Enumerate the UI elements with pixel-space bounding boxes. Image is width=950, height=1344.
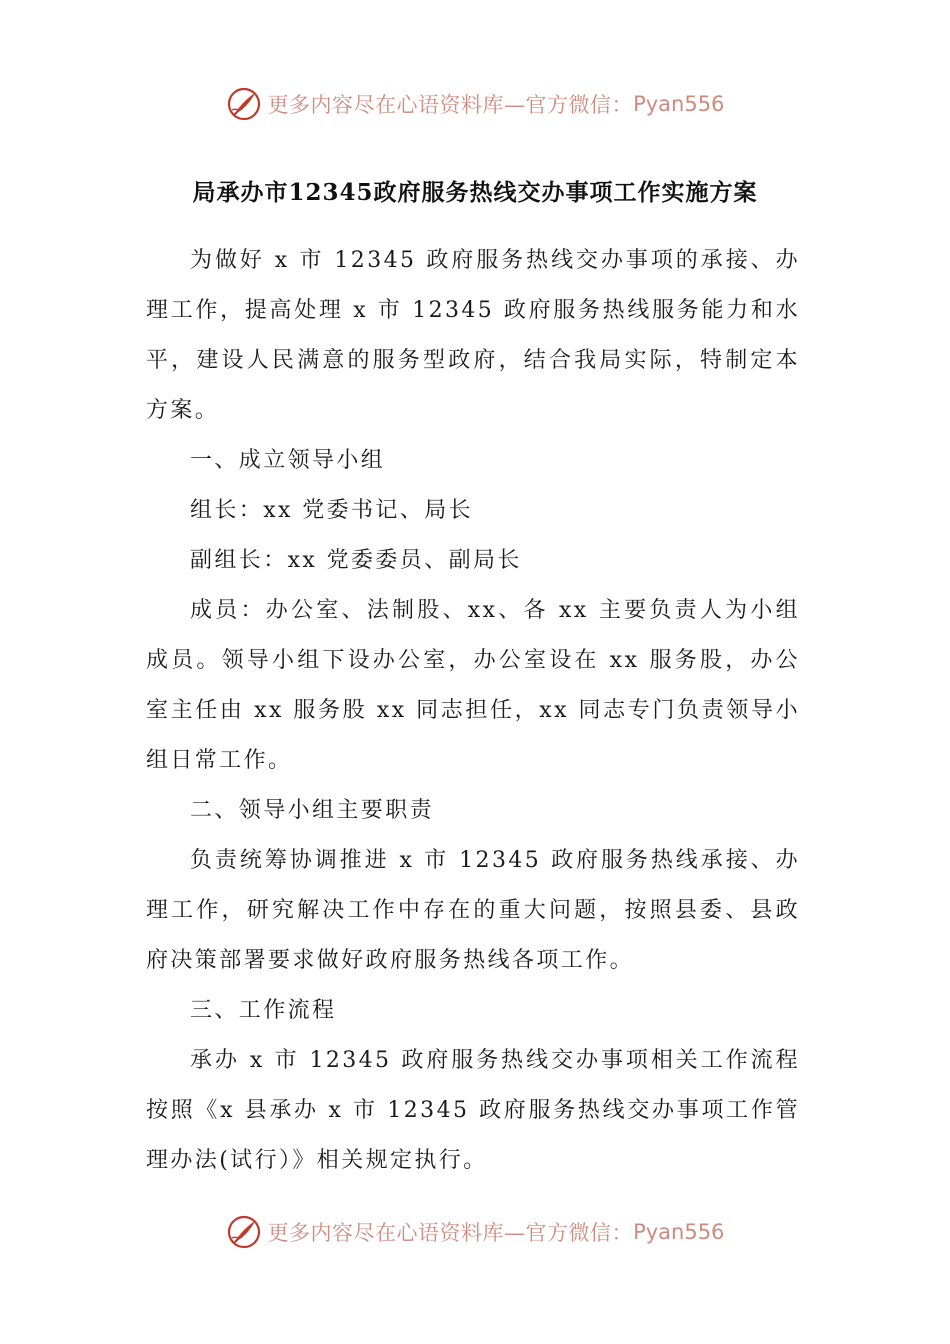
paragraph-duties: 负责统筹协调推进 x 市 12345 政府服务热线承接、办理工作，研究解决工作中存在的重大问题，按照县委、县政府决策部署要求做好政府服务热线各项工作。: [146, 848, 800, 973]
banner-wechat-id: Pyan556: [633, 1220, 725, 1244]
quill-pen-logo-icon: [226, 86, 262, 122]
document-body: [146, 236, 800, 1186]
banner-text: 更多内容尽在心语资料库—官方微信：: [267, 1221, 634, 1245]
section-heading-3: 三、工作流程: [190, 998, 337, 1023]
paragraph-deputy-leader: 副组长：xx 党委委员、副局长: [190, 548, 522, 573]
banner-wechat-id: Pyan556: [633, 92, 725, 116]
paragraph-leader: 组长：xx 党委书记、局长: [190, 498, 474, 523]
footer-banner: [0, 1210, 950, 1254]
paragraph-intro: 为做好 x 市 12345 政府服务热线交办事项的承接、办理工作，提高处理 x 市 12345 政府服务热线服务能力和水平，建设人民满意的服务型政府，结合我局实际，特制定本方案。: [146, 248, 800, 423]
document-title: 局承办市12345政府服务热线交办事项工作实施方案: [192, 179, 758, 206]
header-banner: [0, 82, 950, 126]
paragraph-workflow: 承办 x 市 12345 政府服务热线交办事项相关工作流程按照《x 县承办 x 市 12345 政府服务热线交办事项工作管理办法(试行）》相关规定执行。: [146, 1048, 800, 1173]
paragraph-members: 成员：办公室、法制股、xx、各 xx 主要负责人为小组成员。领导小组下设办公室，办公室设在 xx 服务股，办公室主任由 xx 服务股 xx 同志担任，xx 同志专门负责领导小组日常工作。: [146, 598, 800, 773]
banner-text: 更多内容尽在心语资料库—官方微信：: [267, 93, 634, 117]
quill-pen-logo-icon: [226, 1214, 262, 1250]
section-heading-2: 二、领导小组主要职责: [190, 798, 435, 823]
section-heading-1: 一、成立领导小组: [190, 448, 386, 473]
